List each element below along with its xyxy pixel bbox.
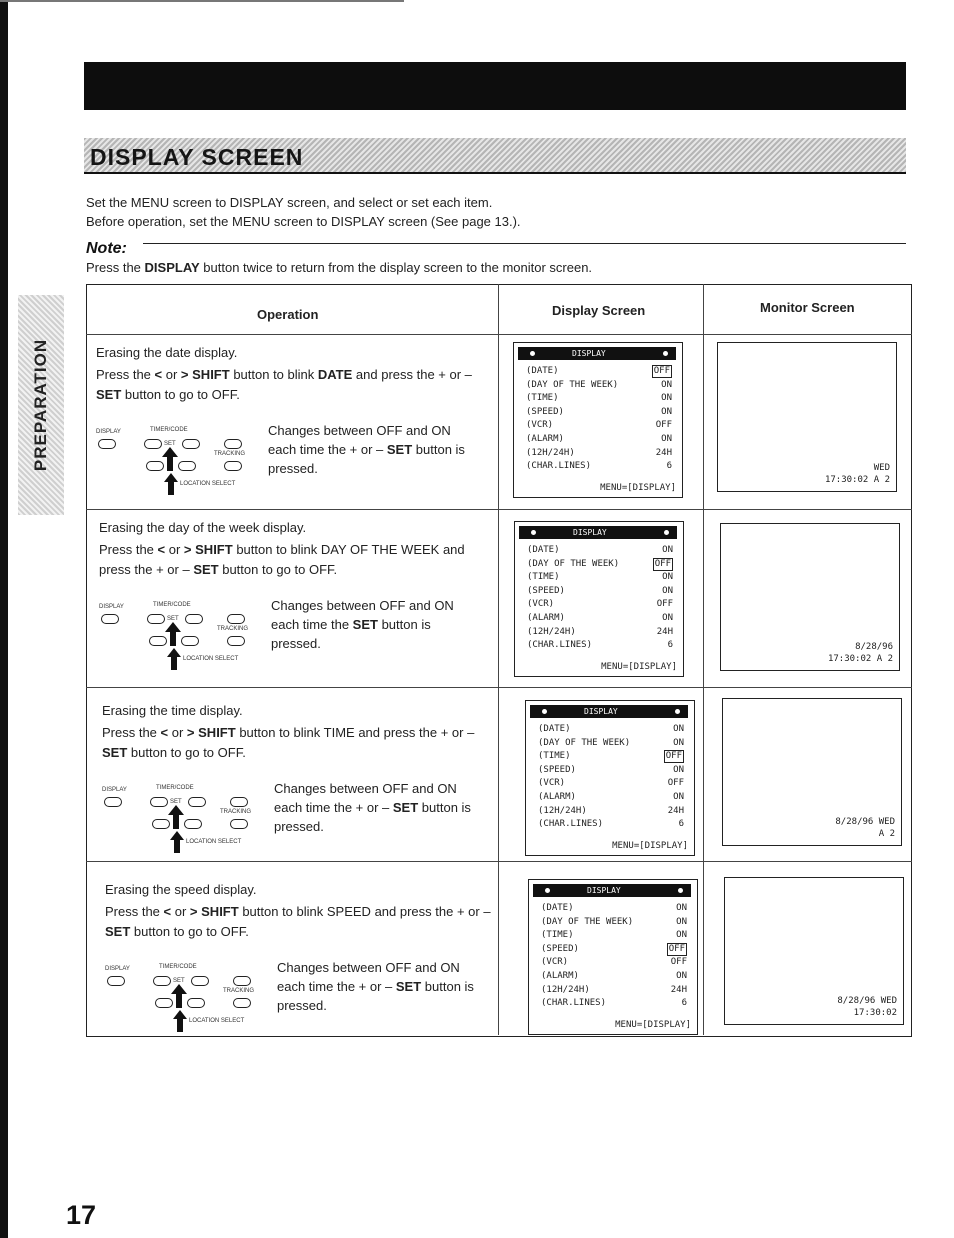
right-button-icon — [178, 461, 196, 471]
toggle-explanation — [271, 596, 483, 653]
menu-item-value: OFF — [653, 366, 670, 376]
instr-text: button to go to OFF. — [121, 387, 240, 402]
monitor-overlay-text: 8/28/96 WED — [835, 817, 895, 827]
menu-item-label: (DATE) — [541, 903, 574, 913]
up-arrow-icon-lower — [167, 648, 181, 670]
display-menu-item — [541, 997, 687, 1010]
remote-set-label: SET — [167, 616, 179, 622]
menu-item-label: (12H/24H) — [526, 447, 575, 458]
shift-keyword: SHIFT — [198, 725, 236, 740]
menu-item-label: (DATE) — [538, 724, 571, 734]
operation-row — [99, 520, 494, 680]
display-menu-item — [538, 723, 684, 736]
header-dot-icon — [675, 709, 680, 714]
menu-item-value: ON — [661, 406, 672, 417]
operation-row — [96, 345, 491, 505]
remote-display-label: DISPLAY — [99, 604, 124, 610]
display-menu-item — [526, 460, 672, 473]
instr-text: Press the — [105, 904, 164, 919]
monitor-screen — [717, 342, 897, 492]
up-arrow-icon — [165, 622, 181, 646]
menu-item-value: 6 — [667, 640, 673, 651]
intro-line-2: Before operation, set the MENU screen to DISPLAY screen (See page 13.). — [86, 214, 521, 229]
menu-item-value: ON — [673, 792, 684, 802]
menu-item-label: (DAY OF THE WEEK) — [538, 737, 631, 748]
note-display-keyword: DISPLAY — [144, 260, 200, 275]
menu-item-label: (VCR) — [541, 957, 569, 968]
display-menu-item — [541, 943, 687, 956]
operation-row — [105, 882, 500, 1042]
menu-item-value: OFF — [654, 558, 671, 569]
display-menu-item — [527, 598, 673, 611]
header-operation: Operation — [257, 307, 319, 322]
minus-button-icon — [153, 976, 171, 986]
menu-item-label: (TIME) — [527, 572, 560, 583]
menu-item-value: OFF — [668, 943, 685, 954]
monitor-screen — [722, 698, 902, 846]
menu-item-value: 6 — [678, 819, 684, 830]
menu-item-label: (DAY OF THE WEEK) — [526, 379, 619, 390]
menu-item-label: (CHAR.LINES) — [541, 998, 607, 1009]
menu-item-value: ON — [673, 737, 684, 748]
display-menu-title: DISPLAY — [587, 886, 621, 895]
instr-text: button to blink — [232, 542, 321, 557]
page-title: DISPLAY SCREEN — [90, 144, 304, 170]
remote-timer-label: TIMER/CODE — [159, 964, 197, 970]
instr-text: button to go to OFF. — [218, 562, 338, 577]
display-menu-item — [538, 764, 684, 777]
set-keyword: SET — [352, 617, 378, 632]
menu-item-label: (VCR) — [527, 599, 555, 610]
display-button-icon — [98, 439, 116, 449]
menu-item-value: 24H — [656, 626, 673, 637]
remote-set-label: SET — [170, 799, 182, 805]
display-menu-item — [526, 419, 672, 432]
menu-item-label: (ALARM) — [526, 434, 564, 444]
menu-item-value: ON — [662, 585, 673, 596]
menu-item-value: ON — [662, 545, 673, 555]
set-keyword: SET — [386, 442, 413, 457]
note-text-a: Press the — [86, 260, 145, 275]
remote-timer-label: TIMER/CODE — [150, 427, 188, 433]
operation-description: Erasing the day of the week display. — [99, 520, 307, 535]
menu-item-value: ON — [676, 903, 687, 913]
item-name: SPEED — [326, 904, 371, 919]
menu-item-label: (DATE) — [527, 545, 560, 555]
up-arrow-icon — [162, 447, 178, 471]
note-text — [86, 260, 592, 275]
menu-item-label: (TIME) — [538, 751, 571, 762]
display-menu-item — [538, 777, 684, 790]
remote-timer-label: TIMER/CODE — [153, 602, 191, 608]
menu-item-value: ON — [662, 572, 673, 583]
remote-tracking-label: TRACKING — [223, 988, 255, 994]
display-menu-footer: MENU=[DISPLAY] — [600, 483, 676, 493]
display-menu-screen — [514, 521, 684, 677]
up-arrow-icon — [171, 984, 187, 1008]
menu-item-value: ON — [673, 724, 684, 734]
display-menu-footer: MENU=[DISPLAY] — [612, 841, 688, 851]
up-arrow-icon — [168, 805, 184, 829]
instr-text: Press the — [96, 367, 155, 382]
table-row-rule-1 — [86, 509, 912, 510]
display-menu-header — [519, 526, 677, 539]
up-arrow-icon-lower — [170, 831, 184, 853]
operation-instruction — [105, 902, 500, 942]
operation-instruction — [96, 365, 491, 405]
plus-button-icon — [188, 797, 206, 807]
up-arrow-icon-lower — [164, 473, 178, 495]
menu-item-value: 24H — [667, 805, 684, 816]
menu-item-value: OFF — [655, 420, 672, 431]
left-arrow-key: < — [154, 367, 163, 382]
right-arrow-key: > — [180, 367, 189, 382]
minus-button-icon — [150, 797, 168, 807]
display-menu-screen — [513, 342, 683, 498]
display-menu-title: DISPLAY — [572, 349, 606, 358]
display-menu-title: DISPLAY — [573, 528, 607, 537]
display-menu-item — [538, 818, 684, 831]
shift-keyword: SHIFT — [192, 367, 230, 382]
table-divider-2 — [703, 284, 704, 1035]
instr-text: button to blink — [238, 904, 327, 919]
toggle-explanation — [274, 779, 486, 836]
plus-button-icon — [182, 439, 200, 449]
tracking-up-button-icon — [233, 976, 251, 986]
operation-description: Erasing the date display. — [96, 345, 238, 360]
item-name: TIME — [323, 725, 355, 740]
left-arrow-key: < — [157, 542, 166, 557]
menu-item-value: OFF — [665, 751, 682, 762]
tracking-up-button-icon — [230, 797, 248, 807]
menu-item-value: ON — [676, 916, 687, 927]
monitor-screen — [720, 523, 900, 671]
menu-item-value: ON — [661, 434, 672, 444]
menu-item-value: 6 — [666, 461, 672, 472]
menu-item-value: ON — [676, 930, 687, 941]
remote-location-label: LOCATION SELECT — [183, 656, 239, 662]
top-rule — [0, 0, 404, 2]
monitor-overlay-text: 17:30:02 A 2 — [824, 475, 890, 485]
menu-item-value: 6 — [681, 998, 687, 1009]
header-monitor-screen: Monitor Screen — [760, 300, 855, 315]
display-menu-item — [527, 612, 673, 625]
instr-text: or — [162, 367, 181, 382]
changes-text: button is pressed. — [274, 800, 471, 834]
plus-button-icon — [185, 614, 203, 624]
display-menu-item — [527, 626, 673, 639]
instr-text: and press the + or – — [370, 904, 491, 919]
remote-location-label: LOCATION SELECT — [189, 1018, 245, 1024]
page-number: 17 — [66, 1200, 97, 1230]
display-menu-item — [526, 379, 672, 392]
monitor-screen — [724, 877, 904, 1025]
right-button-icon — [181, 636, 199, 646]
note-label: Note: — [86, 240, 127, 257]
operation-row — [102, 703, 497, 863]
note-text-b: button twice to return from the display screen to the monitor screen. — [199, 260, 593, 275]
instr-text: or — [168, 725, 187, 740]
section-tab-label — [18, 295, 64, 515]
instr-text: button to go to OFF. — [130, 924, 249, 939]
item-name: DAY OF THE WEEK — [320, 542, 440, 557]
menu-item-value: 24H — [670, 984, 687, 995]
menu-item-label: (DAY OF THE WEEK) — [541, 916, 634, 927]
display-menu-item — [541, 984, 687, 997]
display-menu-item — [538, 791, 684, 804]
display-menu-header — [518, 347, 676, 360]
set-keyword: SET — [105, 924, 131, 939]
remote-button-diagram — [99, 602, 259, 672]
menu-item-value: ON — [661, 379, 672, 390]
display-menu-item — [541, 902, 687, 915]
menu-item-value: ON — [662, 613, 673, 623]
monitor-overlay-text: A 2 — [878, 829, 895, 839]
tracking-down-button-icon — [227, 636, 245, 646]
instr-text: button to blink — [235, 725, 324, 740]
changes-text: button is pressed. — [277, 979, 474, 1013]
header-dot-icon — [663, 351, 668, 356]
menu-item-value: OFF — [656, 599, 673, 610]
page-edge — [0, 0, 8, 1238]
display-menu-item — [527, 639, 673, 652]
table-header-rule — [86, 334, 912, 335]
tracking-down-button-icon — [233, 998, 251, 1008]
section-label: PREPARATION — [31, 338, 50, 472]
menu-item-label: (CHAR.LINES) — [526, 461, 592, 472]
instr-text: Press the — [102, 725, 161, 740]
shift-keyword: SHIFT — [201, 904, 239, 919]
remote-tracking-label: TRACKING — [220, 809, 252, 815]
remote-timer-label: TIMER/CODE — [156, 785, 194, 791]
menu-item-label: (SPEED) — [527, 585, 565, 596]
header-dot-icon — [531, 530, 536, 535]
tracking-up-button-icon — [224, 439, 242, 449]
menu-item-label: (TIME) — [526, 393, 559, 404]
header-display-screen: Display Screen — [552, 303, 646, 318]
monitor-overlay-text: 17:30:02 — [853, 1008, 897, 1018]
instr-text: button to blink — [229, 367, 318, 382]
header-dot-icon — [545, 888, 550, 893]
up-arrow-icon-lower — [173, 1010, 187, 1032]
instr-text: and press the + or – — [354, 725, 475, 740]
display-menu-title: DISPLAY — [584, 707, 618, 716]
menu-item-value: ON — [673, 764, 684, 775]
table-row-rule-2 — [86, 687, 912, 688]
remote-set-label: SET — [173, 978, 185, 984]
monitor-overlay-text: WED — [873, 463, 890, 473]
display-menu-item — [541, 970, 687, 983]
menu-item-label: (12H/24H) — [541, 984, 590, 995]
menu-item-value: ON — [661, 393, 672, 404]
menu-item-label: (ALARM) — [538, 792, 576, 802]
set-keyword: SET — [102, 745, 128, 760]
minus-button-icon — [144, 439, 162, 449]
note-rule — [143, 243, 906, 244]
display-menu-item — [538, 750, 684, 763]
menu-item-label: (12H/24H) — [527, 626, 576, 637]
changes-text: Changes between OFF and ON each time the + or – — [268, 423, 451, 457]
display-menu-item — [527, 571, 673, 584]
display-menu-item — [526, 406, 672, 419]
intro-line-1: Set the MENU screen to DISPLAY screen, and select or set each item. — [86, 195, 493, 210]
menu-item-label: (ALARM) — [527, 613, 565, 623]
tracking-up-button-icon — [227, 614, 245, 624]
remote-set-label: SET — [164, 441, 176, 447]
tracking-down-button-icon — [230, 819, 248, 829]
display-menu-item — [526, 433, 672, 446]
remote-button-diagram — [96, 427, 256, 497]
changes-text: Changes between OFF and ON each time the + or – — [274, 781, 457, 815]
menu-item-label: (CHAR.LINES) — [538, 819, 604, 830]
right-arrow-key: > — [186, 725, 195, 740]
header-dot-icon — [530, 351, 535, 356]
left-arrow-key: < — [163, 904, 172, 919]
display-menu-item — [541, 956, 687, 969]
display-menu-footer: MENU=[DISPLAY] — [615, 1020, 691, 1030]
remote-display-label: DISPLAY — [105, 966, 130, 972]
monitor-overlay-text: 8/28/96 WED — [837, 996, 897, 1006]
set-keyword: SET — [193, 562, 219, 577]
instr-text: or — [171, 904, 190, 919]
display-menu-screen — [528, 879, 698, 1035]
instr-text: or — [165, 542, 184, 557]
tracking-down-button-icon — [224, 461, 242, 471]
operation-description: Erasing the speed display. — [105, 882, 257, 897]
display-menu-item — [538, 805, 684, 818]
right-arrow-key: > — [183, 542, 192, 557]
minus-button-icon — [147, 614, 165, 624]
toggle-explanation — [268, 421, 480, 478]
menu-item-label: (TIME) — [541, 930, 574, 941]
instr-text: button to go to OFF. — [127, 745, 246, 760]
item-name: DATE — [317, 367, 353, 382]
menu-item-label: (SPEED) — [538, 764, 576, 775]
remote-display-label: DISPLAY — [96, 429, 121, 435]
header-dot-icon — [678, 888, 683, 893]
display-button-icon — [101, 614, 119, 624]
menu-item-label: (DATE) — [526, 366, 559, 376]
header-dot-icon — [542, 709, 547, 714]
menu-item-label: (DAY OF THE WEEK) — [527, 558, 620, 569]
display-menu-item — [538, 737, 684, 750]
display-menu-item — [527, 558, 673, 571]
right-button-icon — [187, 998, 205, 1008]
display-menu-item — [526, 392, 672, 405]
remote-button-diagram — [105, 964, 265, 1034]
menu-item-label: (ALARM) — [541, 971, 579, 981]
remote-location-label: LOCATION SELECT — [180, 481, 236, 487]
operation-instruction — [99, 540, 494, 580]
menu-item-value: ON — [676, 971, 687, 981]
display-button-icon — [107, 976, 125, 986]
toggle-explanation — [277, 958, 489, 1015]
instr-text: and press the + or – — [352, 367, 472, 382]
menu-item-label: (SPEED) — [526, 406, 564, 417]
remote-tracking-label: TRACKING — [214, 451, 246, 457]
header-bar — [84, 62, 906, 110]
remote-tracking-label: TRACKING — [217, 626, 249, 632]
changes-text: Changes between OFF and ON each time the + or – — [277, 960, 460, 994]
menu-item-label: (VCR) — [526, 420, 554, 431]
instr-text: Press the — [99, 542, 158, 557]
display-menu-item — [541, 929, 687, 942]
right-arrow-key: > — [189, 904, 198, 919]
changes-text: button is pressed. — [271, 617, 431, 651]
display-menu-header — [530, 705, 688, 718]
menu-item-value: 24H — [655, 447, 672, 458]
display-menu-item — [526, 365, 672, 378]
display-menu-item — [527, 585, 673, 598]
menu-item-label: (CHAR.LINES) — [527, 640, 593, 651]
menu-item-label: (SPEED) — [541, 943, 579, 954]
set-keyword: SET — [392, 800, 419, 815]
menu-item-label: (VCR) — [538, 778, 566, 789]
set-keyword: SET — [395, 979, 422, 994]
monitor-overlay-text: 8/28/96 — [855, 642, 893, 652]
operation-description: Erasing the time display. — [102, 703, 243, 718]
display-menu-item — [541, 916, 687, 929]
remote-location-label: LOCATION SELECT — [186, 839, 242, 845]
shift-keyword: SHIFT — [195, 542, 233, 557]
display-menu-item — [526, 447, 672, 460]
changes-text: Changes between OFF and ON each time the — [271, 598, 454, 632]
display-menu-screen — [525, 700, 695, 856]
display-menu-header — [533, 884, 691, 897]
remote-display-label: DISPLAY — [102, 787, 127, 793]
changes-text: button is pressed. — [268, 442, 465, 476]
right-button-icon — [184, 819, 202, 829]
display-button-icon — [104, 797, 122, 807]
set-keyword: SET — [96, 387, 122, 402]
remote-button-diagram — [102, 785, 262, 855]
menu-item-value: OFF — [667, 778, 684, 789]
plus-button-icon — [191, 976, 209, 986]
instr-text: and press the + or – — [99, 542, 465, 577]
menu-item-label: (12H/24H) — [538, 805, 587, 816]
menu-item-value: OFF — [670, 957, 687, 968]
title-underline — [84, 172, 906, 174]
header-dot-icon — [664, 530, 669, 535]
left-arrow-key: < — [160, 725, 169, 740]
display-menu-footer: MENU=[DISPLAY] — [601, 662, 677, 672]
display-menu-item — [527, 544, 673, 557]
operation-instruction — [102, 723, 497, 763]
monitor-overlay-text: 17:30:02 A 2 — [827, 654, 893, 664]
